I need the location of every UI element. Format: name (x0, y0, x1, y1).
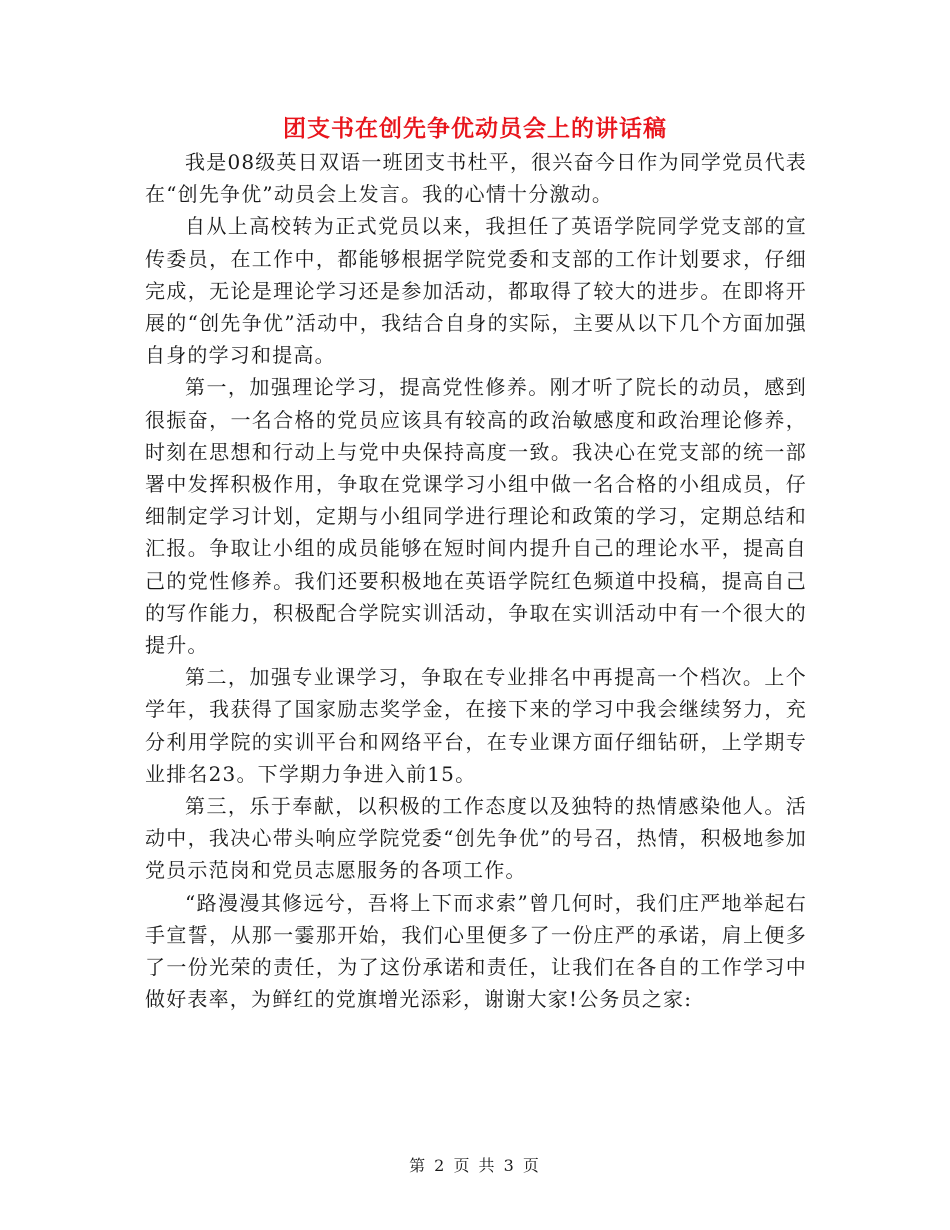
paragraph-intro: 我是08级英日双语一班团支书杜平，很兴奋今日作为同学党员代表在“创先争优”动员会上发言。我的心情十分激动。 (145, 150, 807, 207)
paragraph-point-two: 第二，加强专业课学习，争取在专业排名中再提高一个档次。上个学年，我获得了国家励志奖学金，在接下来的学习中我会继续努力，充分利用学院的实训平台和网络平台，在专业课方面仔细钻研，上学期专业排名23。下学期力争进入前15。 (145, 665, 807, 786)
page-number-footer: 第 2 页 共 3 页 (409, 1156, 541, 1175)
paragraph-point-three: 第三，乐于奉献，以积极的工作态度以及独特的热情感染他人。活动中，我决心带头响应学院党委“创先争优”的号召，热情，积极地参加党员示范岗和党员志愿服务的各项工作。 (145, 794, 807, 883)
document-body (145, 146, 807, 1015)
paragraph-closing: “路漫漫其修远兮，吾将上下而求索”曾几何时，我们庄严地举起右手宣誓，从那一霎那开始，我们心里便多了一份庄严的承诺，肩上便多了一份光荣的责任，为了这份承诺和责任，让我们在各自的工作学习中做好表率，为鲜红的党旗增光添彩，谢谢大家!公务员之家: (145, 890, 807, 1012)
document-title: 团支书在创先争优动员会上的讲话稿 (283, 115, 667, 142)
paragraph-background: 自从上高校转为正式党员以来，我担任了英语学院同学党支部的宣传委员，在工作中，都能够根据学院党委和支部的工作计划要求，仔细完成，无论是理论学习还是参加活动，都取得了较大的进步。在即将开展的“创先争优”活动中，我结合自身的实际，主要从以下几个方面加强自身的学习和提高。 (145, 214, 807, 368)
paragraph-point-one: 第一，加强理论学习，提高党性修养。刚才听了院长的动员，感到很振奋，一名合格的党员应该具有较高的政治敏感度和政治理论修养，时刻在思想和行动上与党中央保持高度一致。我决心在党支部的统一部署中发挥积极作用，争取在党课学习小组中做一名合格的小组成员，仔细制定学习计划，定期与小组同学进行理论和政策的学习，定期总结和汇报。争取让小组的成员能够在短时间内提升自己的理论水平，提高自己的党性修养。我们还要积极地在英语学院红色频道中投稿，提高自己的写作能力，积极配合学院实训活动，争取在实训活动中有一个很大的提升。 (145, 375, 807, 658)
